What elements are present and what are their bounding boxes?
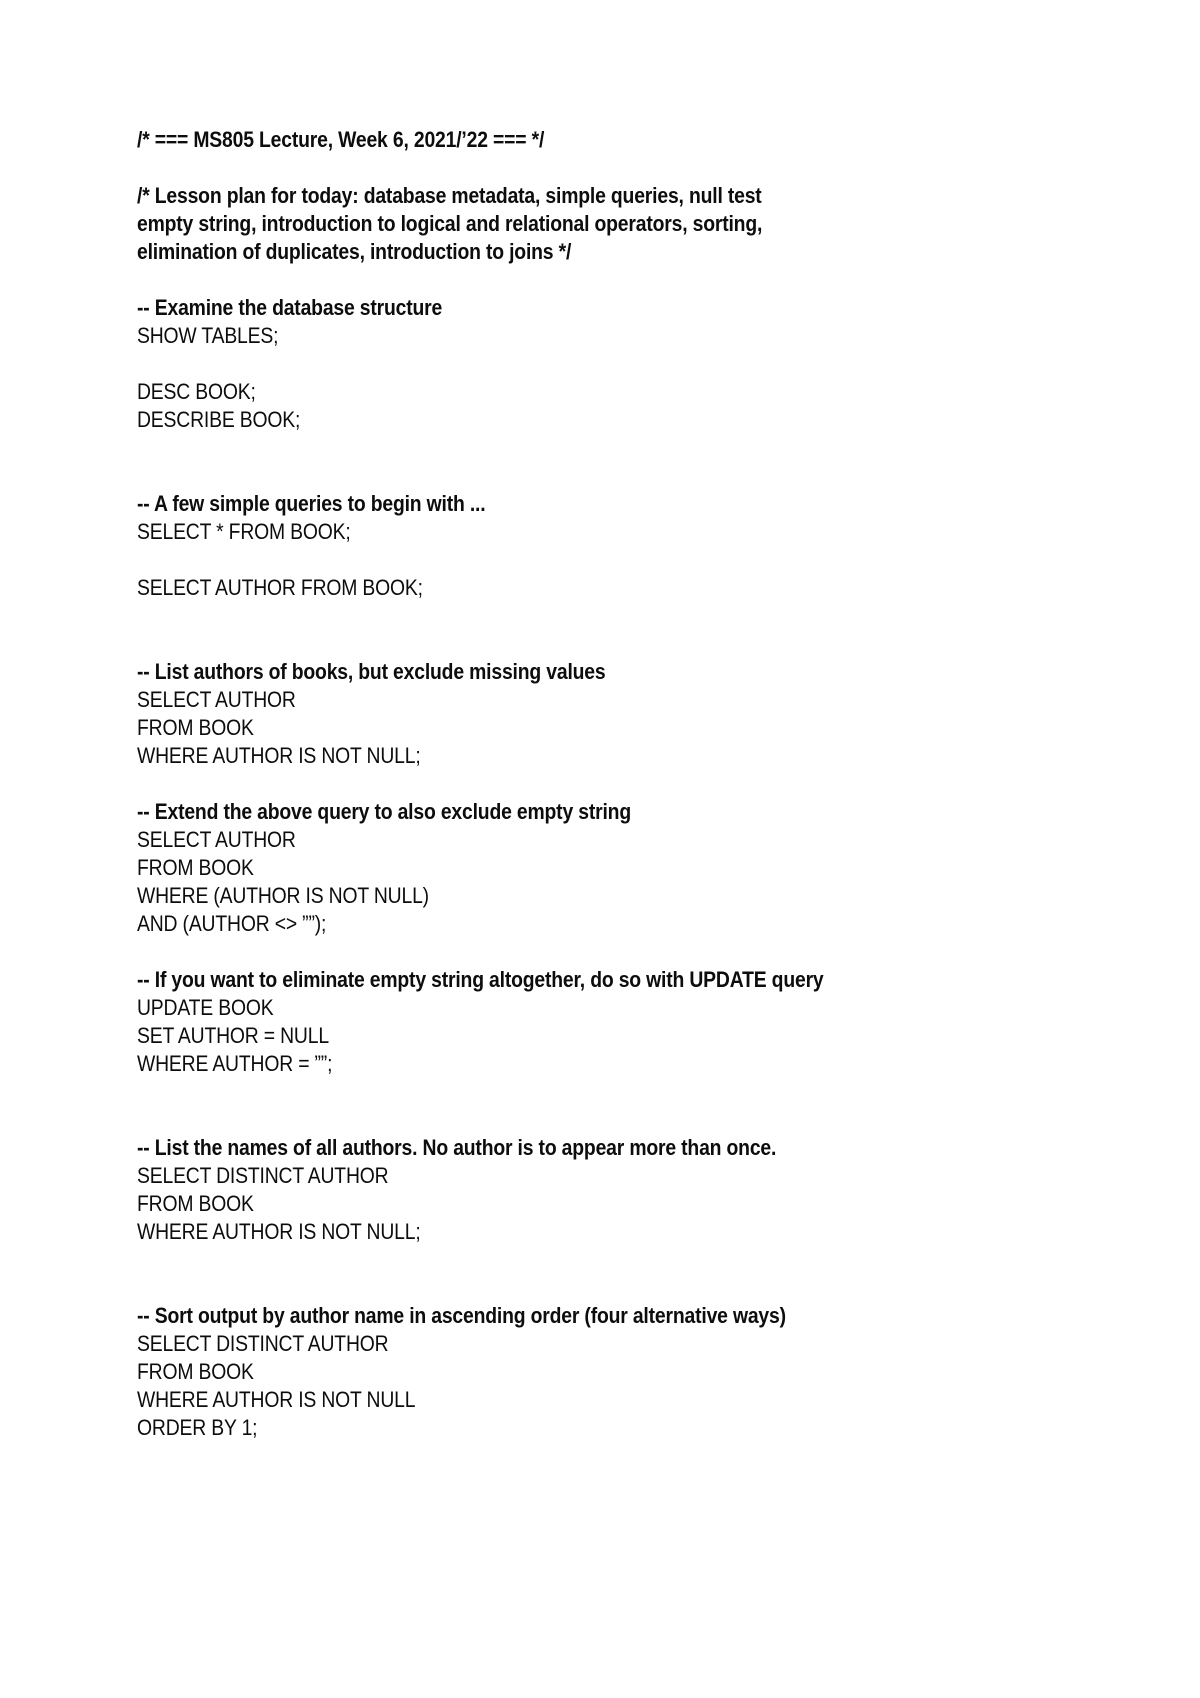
code-line: ORDER BY 1; (137, 1415, 258, 1440)
text-block (137, 1134, 1117, 1246)
text-block (137, 182, 1117, 266)
comment-line: -- List the names of all authors. No author is to appear more than once. (137, 1135, 777, 1160)
text-block (137, 490, 1117, 546)
code-line: FROM BOOK (137, 715, 254, 740)
code-line: SET AUTHOR = NULL (137, 1023, 329, 1048)
code-line: SELECT AUTHOR (137, 827, 296, 852)
comment-line: empty string, introduction to logical and relational operators, sorting, (137, 211, 763, 236)
comment-line: /* === MS805 Lecture, Week 6, 2021/’22 === */ (137, 127, 545, 152)
code-line: WHERE AUTHOR IS NOT NULL; (137, 743, 421, 768)
code-line: SELECT DISTINCT AUTHOR (137, 1163, 389, 1188)
comment-line: -- List authors of books, but exclude missing values (137, 659, 606, 684)
code-line: FROM BOOK (137, 1191, 254, 1216)
code-line: DESCRIBE BOOK; (137, 407, 301, 432)
code-line: AND (AUTHOR <> ””); (137, 911, 327, 936)
code-line: SELECT DISTINCT AUTHOR (137, 1331, 389, 1356)
text-block (137, 966, 1117, 1078)
sql-lecture-notes (137, 126, 1117, 1442)
comment-line: /* Lesson plan for today: database metadata, simple queries, null test (137, 183, 762, 208)
text-block (137, 574, 1117, 602)
text-block (137, 294, 1117, 350)
text-block (137, 1302, 1117, 1442)
comment-line: -- If you want to eliminate empty string altogether, do so with UPDATE query (137, 967, 824, 992)
comment-line: -- Sort output by author name in ascending order (four alternative ways) (137, 1303, 786, 1328)
text-block (137, 378, 1117, 434)
code-line: WHERE AUTHOR IS NOT NULL (137, 1387, 416, 1412)
code-line: DESC BOOK; (137, 379, 256, 404)
code-line: SHOW TABLES; (137, 323, 279, 348)
text-block (137, 798, 1117, 938)
comment-line: -- Examine the database structure (137, 295, 443, 320)
code-line: FROM BOOK (137, 1359, 254, 1384)
code-line: WHERE (AUTHOR IS NOT NULL) (137, 883, 429, 908)
code-line: SELECT * FROM BOOK; (137, 519, 351, 544)
code-line: UPDATE BOOK (137, 995, 274, 1020)
code-line: SELECT AUTHOR FROM BOOK; (137, 575, 423, 600)
text-block (137, 658, 1117, 770)
code-line: WHERE AUTHOR IS NOT NULL; (137, 1219, 421, 1244)
code-line: WHERE AUTHOR = ””; (137, 1051, 333, 1076)
text-block (137, 126, 1117, 154)
comment-line: elimination of duplicates, introduction to joins */ (137, 239, 572, 264)
comment-line: -- A few simple queries to begin with ... (137, 491, 486, 516)
code-line: FROM BOOK (137, 855, 254, 880)
comment-line: -- Extend the above query to also exclude empty string (137, 799, 631, 824)
code-line: SELECT AUTHOR (137, 687, 296, 712)
